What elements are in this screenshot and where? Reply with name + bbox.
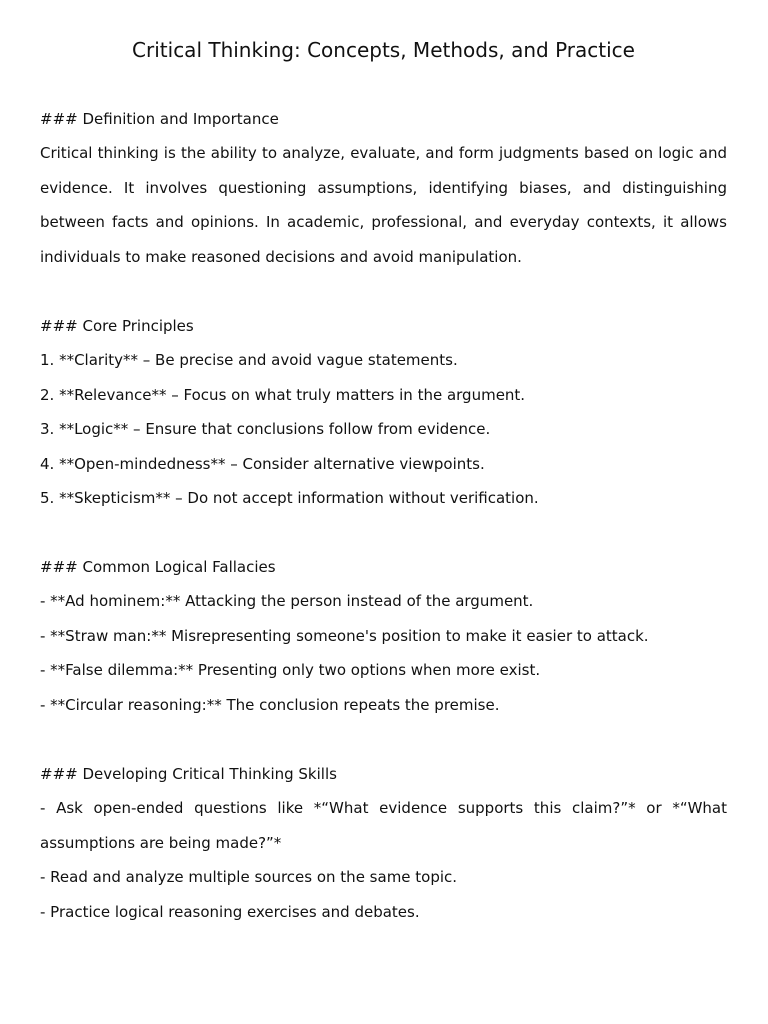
section-heading: ### Core Principles	[40, 317, 194, 335]
list-item: - Read and analyze multiple sources on the same topic.	[40, 868, 458, 887]
list-item: 3. **Logic** – Ensure that conclusions follow from evidence.	[40, 420, 491, 439]
list-item: - **Ad hominem:** Attacking the person instead of the argument.	[40, 592, 534, 611]
list-item: 4. **Open-mindedness** – Consider alternative viewpoints.	[40, 454, 485, 473]
list-item: 5. **Skepticism** – Do not accept information without verification.	[40, 489, 539, 508]
list-item: - **False dilemma:** Presenting only two options when more exist.	[40, 661, 541, 680]
list-item: - Practice logical reasoning exercises and debates.	[40, 902, 420, 921]
list-item: - **Straw man:** Misrepresenting someone's position to make it easier to attack.	[40, 626, 649, 645]
section-heading: ### Common Logical Fallacies	[40, 558, 276, 576]
section-core-principles	[40, 309, 727, 515]
section-paragraph: - Ask open-ended questions like *“What evidence supports this claim?”* or *“What assumptions are being made?”*	[40, 799, 727, 852]
list-item: 2. **Relevance** – Focus on what truly matters in the argument.	[40, 385, 526, 404]
section-logical-fallacies	[40, 550, 727, 722]
section-paragraph: Critical thinking is the ability to analyze, evaluate, and form judgments based on logic and evidence. It involves questioning assumptions, identifying biases, and distinguishing between facts and opinions. In academic, professional, and everyday contexts, it allows individuals to make reasoned decisions and avoid manipulation.	[40, 144, 727, 266]
list-item: - **Circular reasoning:** The conclusion repeats the premise.	[40, 695, 500, 714]
section-developing-skills	[40, 757, 727, 929]
section-definition	[40, 102, 727, 274]
section-heading: ### Developing Critical Thinking Skills	[40, 765, 337, 783]
list-item: 1. **Clarity** – Be precise and avoid vague statements.	[40, 351, 458, 370]
document-title: Critical Thinking: Concepts, Methods, and Practice	[132, 38, 635, 62]
section-heading: ### Definition and Importance	[40, 110, 279, 128]
